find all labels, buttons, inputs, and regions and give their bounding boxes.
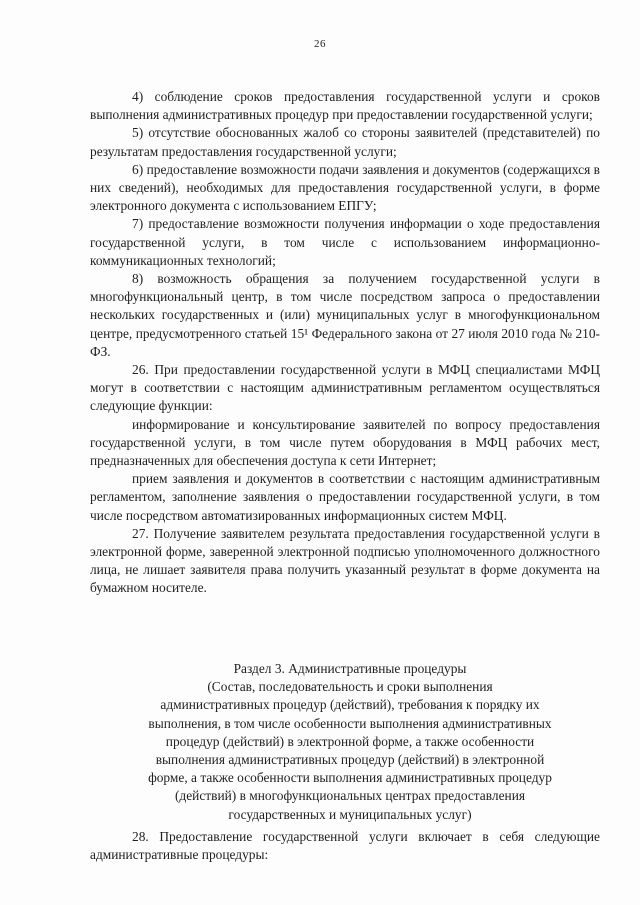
section-heading (130, 660, 570, 824)
paragraph-27: 27. Получение заявителем результата предоставления государственной услуги в электронной форме, заверенной электронной подписью уполномоченного должностного лица, не лишает заявителя права получить указанный результат в форме документа на бумажном носителе. (90, 525, 600, 596)
section-subtitle-line: административных процедур (действий), требования к порядку их (160, 697, 540, 713)
section-subtitle-line: форме, а также особенности выполнения административных процедур (148, 770, 552, 786)
section-subtitle-line: (действий) в многофункциональных центрах предоставления (174, 788, 526, 804)
section-title: Раздел 3. Административные процедуры (233, 661, 467, 676)
paragraph-item-8: 8) возможность обращения за получением государственной услуги в многофункциональный центр, в том числе посредством запроса о предоставлении нескольких государственных и (или) муниципальных услуг в многофункциональном центре, предусмотренного статьей 15¹ Федерального закона от 27 июля 2010 года № 210-ФЗ. (90, 271, 600, 359)
body-text (90, 88, 600, 598)
section-subtitle-line: выполнения административных процедур (действий) в электронной (155, 752, 545, 768)
paragraph-28: 28. Предоставление государственной услуги включает в себя следующие административные процедуры: (90, 829, 600, 863)
paragraph-26: 26. При предоставлении государственной услуги в МФЦ специалистами МФЦ могут в соответствии с настоящим административным регламентом осуществляться следующие функции: (90, 362, 600, 414)
paragraph-26-function-2: прием заявления и документов в соответствии с настоящим административным регламентом, заполнение заявления о предоставлении государственной услуги, в том числе посредством автоматизированных информационных систем МФЦ. (90, 471, 600, 523)
section-subtitle-line: процедур (действий) в электронной форме, а также особенности (165, 733, 535, 749)
paragraph-item-5: 5) отсутствие обоснованных жалоб со стороны заявителей (представителей) по результатам предоставления государственной услуги; (90, 125, 600, 159)
paragraph-item-6: 6) предоставление возможности подачи заявления и документов (содержащихся в них сведений), необходимых для предоставления государственной услуги, в форме электронного документа с использованием ЕПГУ; (90, 161, 600, 214)
paragraph-26-function-1: информирование и консультирование заявителей по вопросу предоставления государственной услуги, в том числе путем оборудования в МФЦ рабочих мест, предназначенных для обеспечения доступа к сети Интернет; (90, 416, 600, 469)
page-number: 26 (314, 38, 326, 50)
closing-text (90, 828, 600, 864)
section-subtitle-line: выполнения, в том числе особенности выполнения административных (148, 715, 552, 731)
paragraph-item-4: 4) соблюдение сроков предоставления государственной услуги и сроков выполнения административных процедур при предоставлении государственной услуги; (90, 89, 600, 123)
section-subtitle-line: государственных и муниципальных услуг) (228, 806, 472, 822)
section-subtitle-line: (Состав, последовательность и сроки выполнения (207, 679, 493, 695)
paragraph-item-7: 7) предоставление возможности получения информации о ходе предоставления государственной услуги, в том числе с использованием информационно-коммуникационных технологий; (90, 216, 600, 268)
